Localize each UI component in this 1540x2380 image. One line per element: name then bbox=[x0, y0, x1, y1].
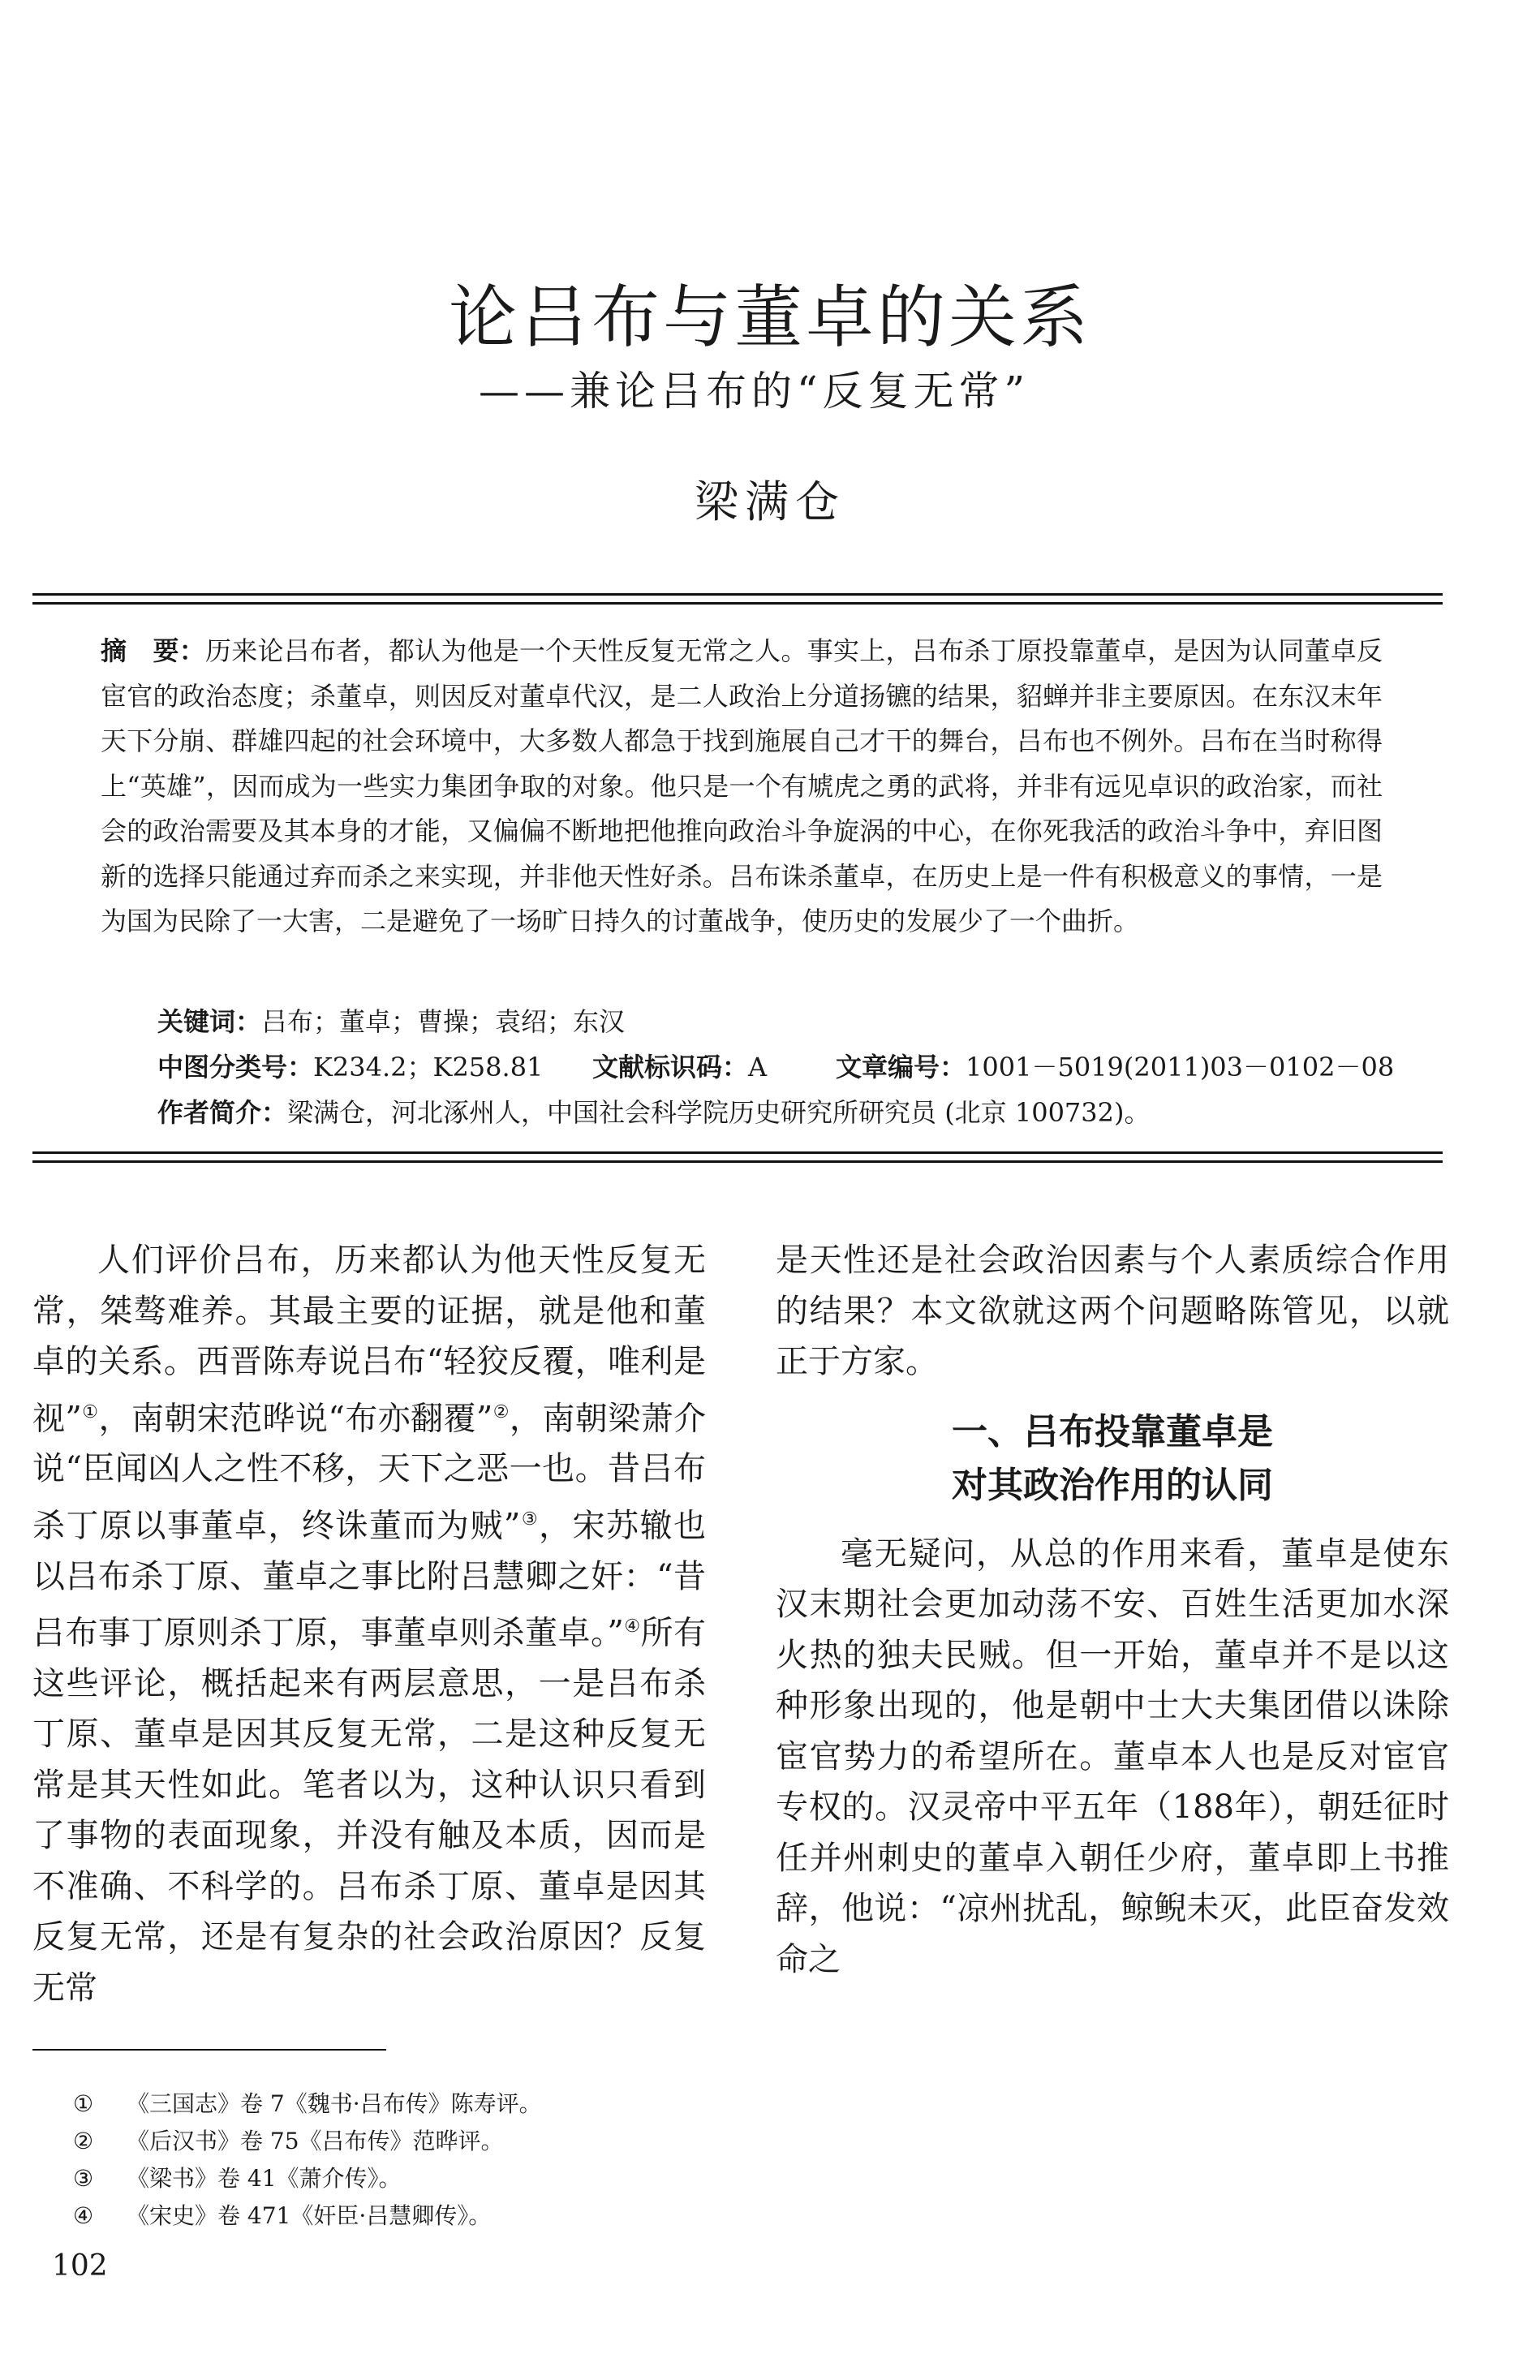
article-author: 梁满仓 bbox=[695, 476, 845, 527]
abstract bbox=[101, 629, 1383, 945]
document-code-label: 文献标识码： bbox=[592, 1052, 749, 1082]
article-number-label: 文章编号： bbox=[836, 1052, 966, 1082]
footnote-number: ③ bbox=[73, 2165, 94, 2192]
footnote-text: 《宋史》卷 471《奸臣·吕慧卿传》。 bbox=[127, 2202, 492, 2229]
abstract-label: 摘 要： bbox=[101, 635, 205, 666]
clc-number bbox=[157, 1047, 543, 1084]
footnote-4 bbox=[73, 2197, 542, 2235]
footnote-separator bbox=[32, 2049, 386, 2051]
article-number bbox=[836, 1047, 1394, 1084]
footnote-number: ④ bbox=[73, 2202, 94, 2229]
footnote-3 bbox=[73, 2160, 542, 2197]
document-code-value: A bbox=[748, 1052, 768, 1082]
footnote-ref-3[interactable]: ③ bbox=[520, 1508, 540, 1530]
body-paragraph bbox=[32, 1235, 706, 2013]
bottom-double-rule-lower bbox=[32, 1160, 1443, 1163]
clc-label: 中图分类号： bbox=[157, 1052, 314, 1082]
article-number-value: 1001－5019(2011)03－0102－08 bbox=[966, 1052, 1395, 1082]
footnote-ref-2[interactable]: ② bbox=[493, 1401, 510, 1422]
footnote-ref-4[interactable]: ④ bbox=[623, 1616, 641, 1638]
clc-value: K234.2；K258.81 bbox=[313, 1052, 544, 1082]
body-text: ，宋苏辙也以吕布杀丁原、董卓之事比附吕慧卿之奸：“昔吕布事丁原则杀丁原，事董卓则杀董卓。” bbox=[32, 1507, 707, 1652]
page-number: 102 bbox=[52, 2249, 108, 2283]
body-column-left bbox=[32, 1235, 706, 2013]
footnote-number: ① bbox=[73, 2090, 94, 2117]
body-text: ，南朝梁萧介说“臣闻凶人之性不移，天下之恶一也。昔吕布杀丁原以事董卓，终诛董而为贼” bbox=[32, 1399, 706, 1545]
footnote-ref-1[interactable]: ① bbox=[81, 1401, 99, 1422]
keywords-text: 吕布；董卓；曹操；袁绍；东汉 bbox=[261, 1006, 626, 1037]
footnotes bbox=[73, 2085, 542, 2235]
section-heading bbox=[776, 1405, 1449, 1513]
section-heading-line-2: 对其政治作用的认同 bbox=[952, 1464, 1273, 1506]
author-info-text: 梁满仓，河北涿州人，中国社会科学院历史研究所研究员 (北京 100732)。 bbox=[287, 1097, 1151, 1128]
footnote-number: ② bbox=[73, 2128, 94, 2154]
article-subtitle: ——兼论吕布的“反复无常” bbox=[479, 368, 1030, 415]
footnote-2 bbox=[73, 2123, 542, 2160]
body-text: 人们评价吕布，历来都认为他天性反复无常，桀骜难养。其最主要的证据，就是他和董卓的关系。西晋陈寿说吕布“轻狡反覆，唯利是视” bbox=[32, 1242, 706, 1437]
body-column-right bbox=[776, 1235, 1449, 1985]
keywords-line bbox=[157, 1001, 625, 1039]
bottom-double-rule-upper bbox=[32, 1151, 1443, 1154]
body-paragraph: 毫无疑问，从总的作用来看，董卓是使东汉末期社会更加动荡不安、百姓生活更加水深火热的独夫民贼。但一开始，董卓并不是以这种形象出现的，他是朝中士大夫集团借以诛除宦官势力的希望所在。董卓本人也是反对宦官专权的。汉灵帝中平五年（188年），朝廷征时任并州刺史的董卓入朝任少府，董卓即上书推辞，他说：“凉州扰乱，鲸鲵未灭，此臣奋发效命之 bbox=[776, 1534, 1449, 1978]
section-heading-line-1: 一、吕布投靠董卓是 bbox=[952, 1410, 1273, 1453]
document-code bbox=[592, 1047, 767, 1084]
footnote-text: 《后汉书》卷 75《吕布传》范晔评。 bbox=[127, 2128, 504, 2154]
body-paragraph-continued: 是天性还是社会政治因素与个人素质综合作用的结果？本文欲就这两个问题略陈管见，以就正于方家。 bbox=[776, 1242, 1449, 1380]
footnote-1 bbox=[73, 2085, 542, 2123]
top-double-rule-lower bbox=[32, 602, 1443, 605]
footnote-text: 《梁书》卷 41《萧介传》。 bbox=[127, 2165, 402, 2192]
keywords-label: 关键词： bbox=[157, 1006, 262, 1037]
footnote-text: 《三国志》卷 7《魏书·吕布传》陈寿评。 bbox=[127, 2090, 542, 2117]
body-text: 所有这些评论，概括起来有两层意思，一是吕布杀丁原、董卓是因其反复无常，二是这种反复无常是其天性如此。笔者以为，这种认识只看到了事物的表面现象，并没有触及本质，因而是不准确、不科学的。吕布杀丁原、董卓是因其反复无常，还是有复杂的社会政治原因？反复无常 bbox=[32, 1614, 706, 2007]
abstract-text: 历来论吕布者，都认为他是一个天性反复无常之人。事实上，吕布杀丁原投靠董卓，是因为认同董卓反宦官的政治态度；杀董卓，则因反对董卓代汉，是二人政治上分道扬镳的结果，貂蝉并非主要原因。在东汉末年天下分崩、群雄四起的社会环境中，大多数人都急于找到施展自己才干的舞台，吕布也不例外。吕布在当时称得上“英雄”，因而成为一些实力集团争取的对象。他只是一个有虓虎之勇的武将，并非有远见卓识的政治家，而社会的政治需要及其本身的才能，又偏偏不断地把他推向政治斗争旋涡的中心，在你死我活的政治斗争中，弃旧图新的选择只能通过弃而杀之来实现，并非他天性好杀。吕布诛杀董卓，在历史上是一件有积极意义的事情，一是为国为民除了一大害，二是避免了一场旷日持久的讨董战争，使历史的发展少了一个曲折。 bbox=[101, 635, 1383, 936]
body-text: ，南朝宋范晔说“布亦翻覆” bbox=[98, 1399, 493, 1437]
author-info-label: 作者简介： bbox=[157, 1097, 288, 1128]
author-info bbox=[157, 1092, 1151, 1130]
article-title: 论吕布与董卓的关系 bbox=[448, 278, 1091, 357]
top-double-rule-upper bbox=[32, 593, 1443, 596]
